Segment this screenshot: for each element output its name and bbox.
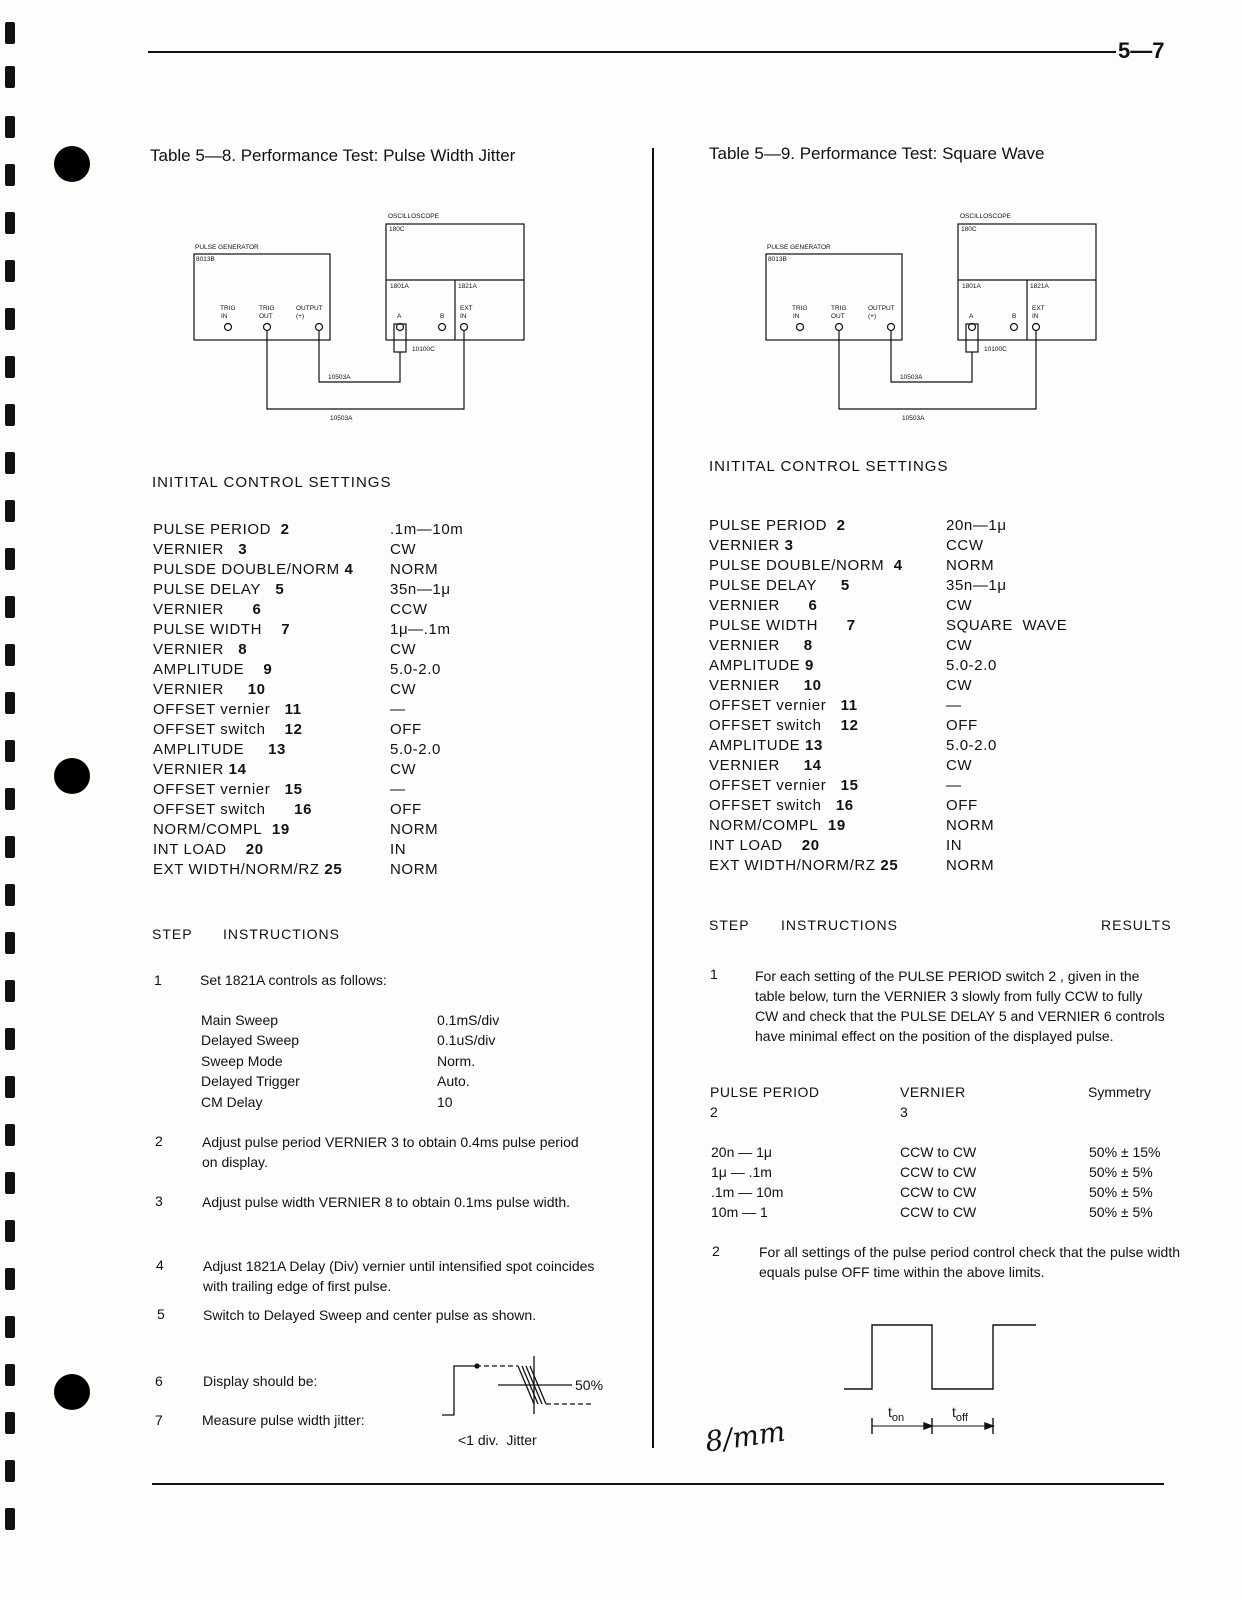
svg-text:PULSE GENERATOR: PULSE GENERATOR	[767, 244, 831, 251]
setting-row: NORM/COMPL 19	[709, 817, 846, 834]
setting-row: EXT WIDTH/NORM/RZ 25	[153, 861, 343, 878]
setting-row: VERNIER 6	[709, 597, 818, 614]
t-off-label: $t_{off}$	[952, 1404, 968, 1424]
punch-hole	[54, 1374, 90, 1410]
test-setup-diagram	[190, 210, 530, 425]
svg-text:A: A	[397, 313, 402, 320]
setting-value: OFF	[946, 797, 978, 814]
svg-text:OUT: OUT	[831, 313, 845, 320]
setting-value: NORM	[390, 561, 439, 578]
setting-value: 35n—1μ	[946, 577, 1007, 594]
results-heading: RESULTS	[1101, 917, 1172, 933]
setting-row: VERNIER 8	[709, 637, 813, 654]
setting-value: OFF	[390, 801, 422, 818]
svg-text:OUTPUT: OUTPUT	[868, 305, 895, 312]
step-text: Adjust pulse width VERNIER 8 to obtain 0.1ms pulse width.	[202, 1194, 571, 1210]
setting-value: SQUARE WAVE	[946, 617, 1068, 634]
setting-row: VERNIER 3	[153, 541, 248, 558]
step-number: 1	[710, 966, 718, 982]
setting-value: IN	[390, 841, 407, 858]
table-5-9-title: Table 5—9. Performance Test: Square Wave	[709, 144, 1045, 163]
setting-row: AMPLITUDE 9	[709, 657, 814, 674]
svg-text:TRIG: TRIG	[259, 305, 275, 312]
step-text: Switch to Delayed Sweep and center pulse as shown.	[203, 1307, 537, 1323]
step-number: 4	[156, 1257, 164, 1273]
step-text: Set 1821A controls as follows:	[200, 972, 387, 988]
header-rule	[148, 51, 1116, 53]
table-cell: 10m — 1	[711, 1204, 768, 1220]
step-number: 2	[712, 1243, 720, 1259]
svg-text:OUTPUT: OUTPUT	[296, 305, 323, 312]
svg-text:1821A: 1821A	[458, 283, 477, 290]
setting-value: OFF	[946, 717, 978, 734]
table-cell: CCW to CW	[900, 1204, 977, 1220]
svg-text:10503A: 10503A	[902, 415, 925, 422]
svg-text:10503A: 10503A	[330, 415, 353, 422]
col-header: 3	[900, 1104, 908, 1120]
setting-value: —	[390, 781, 406, 798]
setting-value: CW	[946, 637, 973, 654]
setting-row: VERNIER 10	[709, 677, 822, 694]
svg-text:10503A: 10503A	[900, 374, 923, 381]
svg-text:IN: IN	[793, 313, 800, 320]
setting-row: VERNIER 6	[153, 601, 262, 618]
svg-text:1821A: 1821A	[1030, 283, 1049, 290]
col-header: Symmetry	[1088, 1084, 1151, 1100]
table-cell: CCW to CW	[900, 1164, 977, 1180]
setting-value: 5.0-2.0	[946, 737, 997, 754]
svg-text:8013B: 8013B	[768, 256, 787, 263]
setting-value: CCW	[390, 601, 428, 618]
svg-text:B: B	[440, 313, 445, 320]
setting-row: PULSE DOUBLE/NORM 4	[709, 557, 903, 574]
svg-text:EXT: EXT	[1032, 305, 1045, 312]
initial-settings-heading: INITITAL CONTROL SETTINGS	[152, 474, 392, 491]
table-cell: 50% ± 15%	[1089, 1144, 1161, 1160]
table-cell: 50% ± 5%	[1089, 1184, 1153, 1200]
setting-row: OFFSET switch 12	[153, 721, 303, 738]
svg-text:TRIG: TRIG	[792, 305, 808, 312]
setting-row: INT LOAD 20	[153, 841, 264, 858]
test-setup-diagram	[762, 210, 1102, 425]
page-number: 5—7	[1118, 38, 1165, 63]
svg-text:EXT: EXT	[460, 305, 473, 312]
table-cell: .1m — 10m	[711, 1184, 784, 1200]
setting-value: 5.0-2.0	[390, 741, 441, 758]
setting-value: 20n—1μ	[946, 517, 1007, 534]
step-text: Measure pulse width jitter:	[202, 1412, 365, 1428]
svg-text:TRIG: TRIG	[831, 305, 847, 312]
svg-text:OUT: OUT	[259, 313, 273, 320]
setting-value: CW	[390, 641, 417, 658]
svg-text:8013B: 8013B	[196, 256, 215, 263]
setting-value: CW	[390, 541, 417, 558]
svg-text:TRIG: TRIG	[220, 305, 236, 312]
step-number: 7	[155, 1412, 163, 1428]
svg-text:(+): (+)	[296, 313, 305, 320]
svg-text:10100C: 10100C	[412, 346, 435, 353]
instructions-heading: INSTRUCTIONS	[223, 926, 340, 942]
setting-value: NORM	[946, 817, 995, 834]
step-text: For all settings of the pulse period control check that the pulse width equals pulse OFF time within the above limits.	[759, 1244, 1181, 1280]
svg-text:B: B	[1012, 313, 1017, 320]
col-header: 2	[710, 1104, 718, 1120]
t-on-label: $t_{on}$	[888, 1404, 905, 1424]
setting-row: AMPLITUDE 13	[709, 737, 823, 754]
column-divider	[652, 148, 654, 1448]
step-text: Adjust pulse period VERNIER 3 to obtain 0.4ms pulse period on display.	[202, 1134, 579, 1170]
step-heading: STEP	[152, 926, 193, 942]
table-cell: 50% ± 5%	[1089, 1164, 1153, 1180]
svg-text:A: A	[969, 313, 974, 320]
svg-text:IN: IN	[460, 313, 467, 320]
setting-value: NORM	[946, 557, 995, 574]
step-number: 6	[155, 1373, 163, 1389]
setting-row: AMPLITUDE 13	[153, 741, 286, 758]
table-cell: CCW to CW	[900, 1144, 977, 1160]
setting-row: PULSE PERIOD 2	[153, 521, 290, 538]
step-number: 2	[155, 1133, 163, 1149]
table-5-8-title: Table 5—8. Performance Test: Pulse Width Jitter	[150, 146, 516, 165]
setting-value: CW	[390, 681, 417, 698]
setting-row: OFFSET switch 16	[153, 801, 313, 818]
setting-row: OFFSET vernier 11	[153, 701, 302, 718]
setting-row: PULSE WIDTH 7	[153, 621, 291, 638]
step-text: Adjust 1821A Delay (Div) vernier until intensified spot coincides with trailing edge of first pulse.	[203, 1258, 595, 1294]
setting-row: OFFSET switch 12	[709, 717, 859, 734]
setting-row: VERNIER 10	[153, 681, 266, 698]
jitter-label: <1 div. Jitter	[458, 1432, 537, 1448]
setting-value: 5.0-2.0	[390, 661, 441, 678]
setting-value: NORM	[946, 857, 995, 874]
setting-value: OFF	[390, 721, 422, 738]
col-header: VERNIER	[900, 1084, 966, 1100]
handwritten-note: 8/mm	[703, 1414, 788, 1459]
table-cell: 50% ± 5%	[1089, 1204, 1153, 1220]
setting-row: AMPLITUDE 9	[153, 661, 273, 678]
setting-row: PULSDE DOUBLE/NORM 4	[153, 561, 354, 578]
svg-text:10100C: 10100C	[984, 346, 1007, 353]
setting-row: OFFSET switch 16	[709, 797, 854, 814]
svg-text:180C: 180C	[389, 226, 405, 233]
instructions-heading: INSTRUCTIONS	[781, 917, 898, 933]
svg-text:180C: 180C	[961, 226, 977, 233]
svg-text:1801A: 1801A	[390, 283, 409, 290]
setting-value: CCW	[946, 537, 984, 554]
setting-value: CW	[946, 677, 973, 694]
initial-settings-heading: INITITAL CONTROL SETTINGS	[709, 458, 949, 475]
setting-value: NORM	[390, 821, 439, 838]
setting-value: 1μ—.1m	[390, 621, 451, 638]
table-cell: 20n — 1μ	[711, 1144, 772, 1160]
svg-text:OSCILLOSCOPE: OSCILLOSCOPE	[960, 213, 1011, 220]
oscilloscope-label: OSCILLOSCOPE	[388, 213, 439, 220]
svg-text:1801A: 1801A	[962, 283, 981, 290]
setting-row: OFFSET vernier 15	[709, 777, 859, 794]
punch-hole	[54, 146, 90, 182]
setting-value: CW	[390, 761, 417, 778]
square-wave-diagram	[838, 1318, 1043, 1443]
setting-value: 5.0-2.0	[946, 657, 997, 674]
setting-row: VERNIER 3	[709, 537, 794, 554]
setting-row: PULSE DELAY 5	[709, 577, 850, 594]
setting-value: 35n—1μ	[390, 581, 451, 598]
table-cell: 1μ — .1m	[711, 1164, 772, 1180]
col-header: PULSE PERIOD	[710, 1084, 820, 1100]
setting-value: IN	[946, 837, 963, 854]
setting-row: INT LOAD 20	[709, 837, 820, 854]
setting-value: —	[946, 697, 962, 714]
setting-row: VERNIER 8	[153, 641, 248, 658]
svg-text:(+): (+)	[868, 313, 877, 320]
setting-value: CW	[946, 597, 973, 614]
step-text: For each setting of the PULSE PERIOD switch 2 , given in the table below, turn the VERNIER 3 slowly from fully CCW to fully CW and check that the PULSE DELAY 5 and VERNIER 6 controls have minimal effect on the position of the displayed pulse.	[755, 968, 1165, 1044]
svg-text:IN: IN	[221, 313, 228, 320]
setting-row: OFFSET vernier 15	[153, 781, 303, 798]
pulse-generator-label: PULSE GENERATOR	[195, 244, 259, 251]
step-number: 3	[155, 1193, 163, 1209]
setting-row: VERNIER 14	[709, 757, 822, 774]
footer-rule	[152, 1483, 1164, 1485]
setting-value: .1m—10m	[390, 521, 464, 538]
setting-value: CW	[946, 757, 973, 774]
setting-row: VERNIER 14	[153, 761, 247, 778]
svg-text:IN: IN	[1032, 313, 1039, 320]
setting-row: NORM/COMPL 19	[153, 821, 290, 838]
setting-value: —	[390, 701, 406, 718]
table-cell: CCW to CW	[900, 1184, 977, 1200]
jitter-50-label: 50%	[575, 1377, 604, 1393]
setting-value: NORM	[390, 861, 439, 878]
setting-row: PULSE DELAY 5	[153, 581, 285, 598]
setting-row: OFFSET vernier 11	[709, 697, 858, 714]
step-text: Display should be:	[203, 1373, 318, 1389]
svg-text:10503A: 10503A	[328, 374, 351, 381]
punch-hole	[54, 758, 90, 794]
setting-row: EXT WIDTH/NORM/RZ 25	[709, 857, 899, 874]
setting-row: PULSE PERIOD 2	[709, 517, 846, 534]
step-heading: STEP	[709, 917, 750, 933]
step-number: 5	[157, 1306, 165, 1322]
setting-value: —	[946, 777, 962, 794]
setting-row: PULSE WIDTH 7	[709, 617, 856, 634]
step-number: 1	[154, 972, 162, 988]
